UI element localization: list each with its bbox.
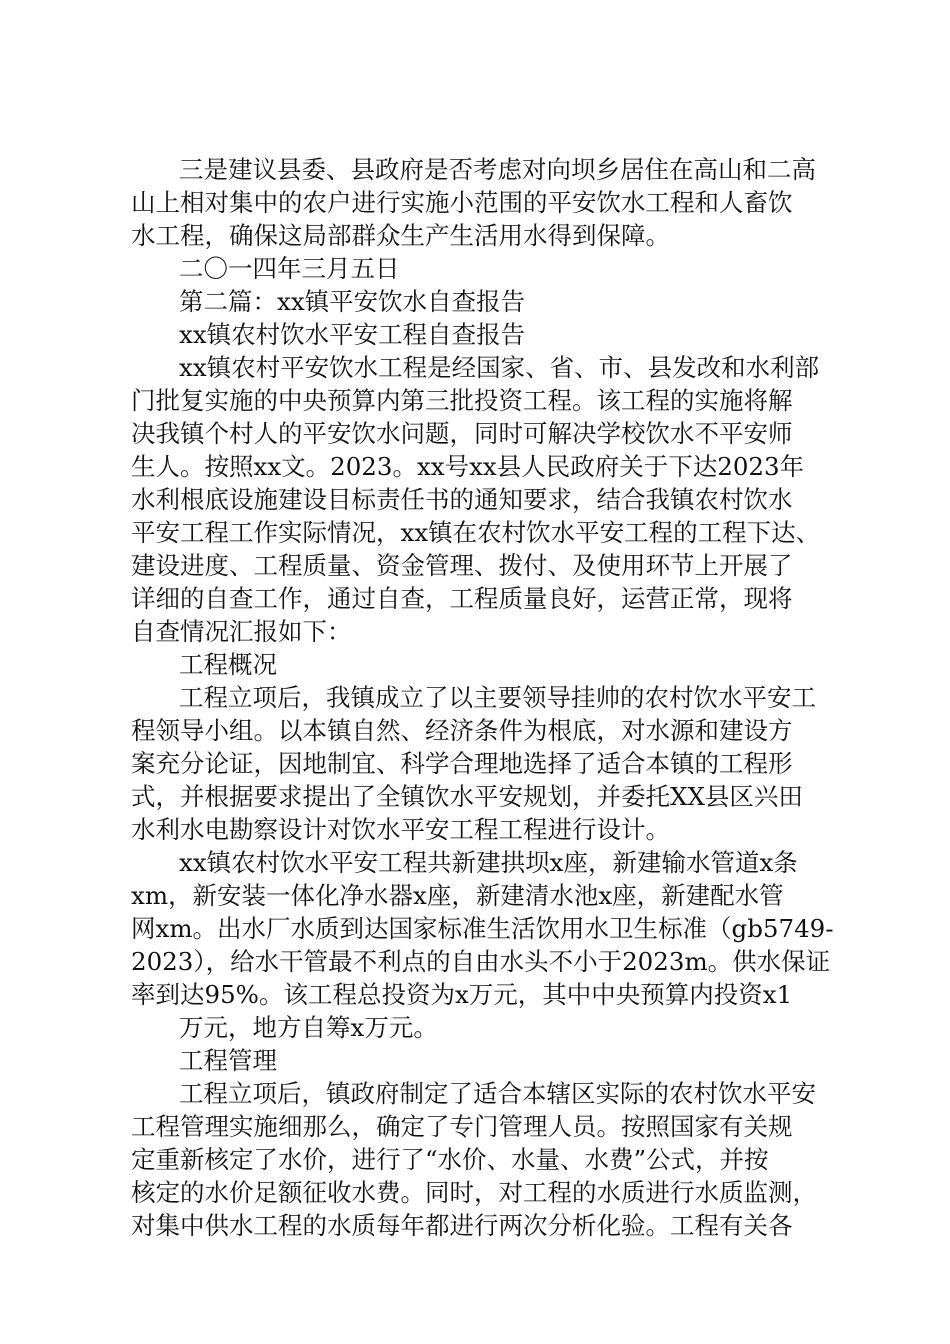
report-title: xx镇农村饮水平安工程自查报告 bbox=[179, 320, 526, 349]
section-heading: 工程概况 bbox=[179, 650, 277, 679]
text-line: 对集中供水工程的水质每年都进行两次分析化验。工程有关各 bbox=[131, 1211, 793, 1240]
date-line: 二〇一四年三月五日 bbox=[179, 254, 400, 283]
text-line: 网xm。出水厂水质到达国家标准生活饮用水卫生标准（gb5749- bbox=[131, 914, 834, 943]
text-line: 率到达95%。该工程总投资为x万元，其中中央预算内投资x1 bbox=[131, 980, 793, 1009]
text-line: 自查情况汇报如下： bbox=[131, 617, 352, 646]
text-line: 水工程，确保这局部群众生产生活用水得到保障。 bbox=[131, 221, 670, 250]
text-line: 水利水电勘察设计对饮水平安工程工程进行设计。 bbox=[131, 815, 670, 844]
text-line: xx镇农村饮水平安工程共新建拱坝x座，新建输水管道x条 bbox=[179, 848, 798, 877]
text-line: 工程立项后，镇政府制定了适合本辖区实际的农村饮水平安 bbox=[179, 1079, 816, 1108]
text-line: 建设进度、工程质量、资金管理、拨付、及使用环节上开展了 bbox=[131, 551, 793, 580]
text-line: xm，新安装一体化净水器x座，新建清水池x座，新建配水管 bbox=[131, 881, 784, 910]
text-line: 工程管理实施细那么，确定了专门管理人员。按照国家有关规 bbox=[131, 1112, 793, 1141]
text-line: 平安工程工作实际情况，xx镇在农村饮水平安工程的工程下达、 bbox=[131, 518, 821, 547]
text-line: 决我镇个村人的平安饮水问题，同时可解决学校饮水不平安师 bbox=[131, 419, 793, 448]
text-line: 详细的自查工作，通过自查，工程质量良好，运营正常，现将 bbox=[131, 584, 793, 613]
text-line: 三是建议县委、县政府是否考虑对向坝乡居住在高山和二高 bbox=[179, 155, 816, 184]
text-line: 2023），给水干管最不利点的自由水头不小于2023m。供水保证 bbox=[131, 947, 831, 976]
section-heading: 工程管理 bbox=[179, 1046, 277, 1075]
text-line: 程领导小组。以本镇自然、经济条件为根底，对水源和建设方 bbox=[131, 716, 793, 745]
text-line: 式，并根据要求提出了全镇饮水平安规划，并委托XX县区兴田 bbox=[131, 782, 803, 811]
text-line: xx镇农村平安饮水工程是经国家、省、市、县发改和水利部 bbox=[179, 353, 820, 382]
text-line: 万元，地方自筹x万元。 bbox=[179, 1013, 438, 1042]
text-line: 定重新核定了水价，进行了“水价、水量、水费”公式，并按 bbox=[131, 1145, 769, 1174]
text-line: 门批复实施的中央预算内第三批投资工程。该工程的实施将解 bbox=[131, 386, 793, 415]
text-line: 案充分论证，因地制宜、科学合理地选择了适合本镇的工程形 bbox=[131, 749, 793, 778]
text-line: 生人。按照xx文。2023。xx号xx县人民政府关于下达2023年 bbox=[131, 452, 805, 481]
chapter-heading: 第二篇：xx镇平安饮水自查报告 bbox=[179, 287, 526, 316]
text-line: 水利根底设施建设目标责任书的通知要求，结合我镇农村饮水 bbox=[131, 485, 793, 514]
text-line: 核定的水价足额征收水费。同时，对工程的水质进行水质监测， bbox=[131, 1178, 817, 1207]
text-line: 工程立项后，我镇成立了以主要领导挂帅的农村饮水平安工 bbox=[179, 683, 816, 712]
text-line: 山上相对集中的农户进行实施小范围的平安饮水工程和人畜饮 bbox=[131, 188, 793, 217]
